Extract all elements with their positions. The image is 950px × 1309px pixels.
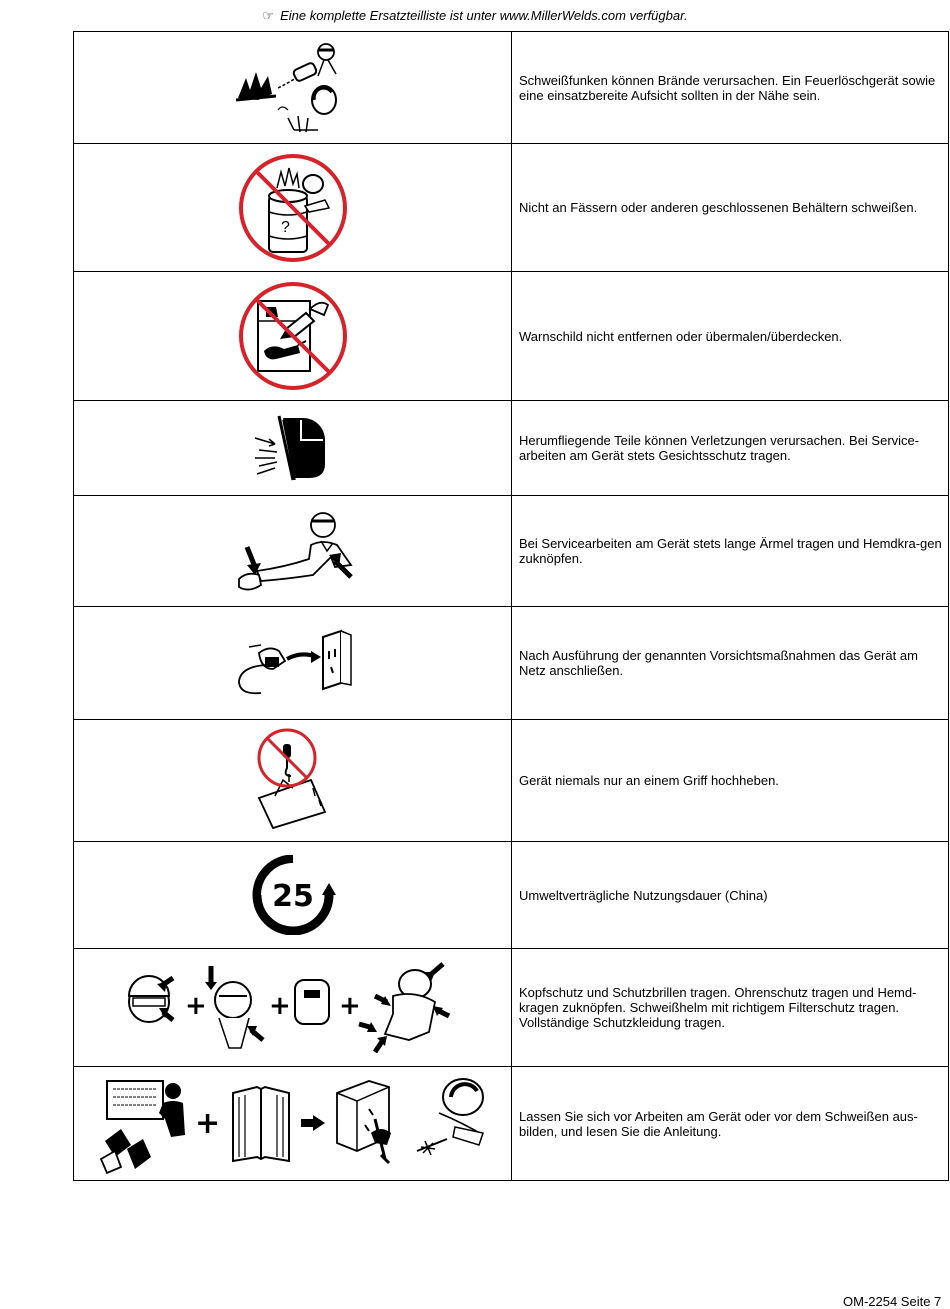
table-row: [74, 144, 949, 272]
svg-text:+: +: [338, 990, 361, 1021]
icon-cell: [74, 144, 512, 272]
icon-cell: [74, 607, 512, 720]
icon-cell: [74, 1067, 512, 1181]
row-text: Nicht an Fässern oder anderen geschlossenen Behältern schweißen.: [512, 144, 949, 272]
table-row: [74, 842, 949, 949]
table-row: [74, 949, 949, 1067]
row-text: Lassen Sie sich vor Arbeiten am Gerät oder vor dem Schweißen aus-bilden, und lesen Sie die Anleitung.: [512, 1067, 949, 1181]
row-text: Warnschild nicht entfernen oder übermalen/überdecken.: [512, 272, 949, 401]
icon-cell: [74, 496, 512, 607]
icon-cell: [74, 842, 512, 949]
period-label: 25: [271, 879, 314, 914]
row-text: Nach Ausführung der genannten Vorsichtsmaßnahmen das Gerät am Netz anschließen.: [512, 607, 949, 720]
icon-cell: [74, 401, 512, 496]
table-row: [74, 720, 949, 842]
table-row: [74, 32, 949, 144]
table-row: [74, 272, 949, 401]
page-header: [0, 8, 950, 24]
plug-in-icon: [231, 627, 355, 699]
row-text: Kopfschutz und Schutzbrillen tragen. Ohrenschutz tragen und Hemd-kragen zuknöpfen. Schweißhelm mit richtigem Filterschutz tragen. Vollständige Schutzkleidung tragen.: [512, 949, 949, 1067]
no-label-removal-icon: [236, 279, 350, 393]
svg-text:+: +: [268, 990, 291, 1021]
row-text: Umweltverträgliche Nutzungsdauer (China): [512, 842, 949, 949]
no-lift-by-handle-icon: [253, 728, 333, 834]
table-row: [74, 607, 949, 720]
header-text: Eine komplette Ersatzteilliste ist unter www.MillerWelds.com verfügbar.: [280, 8, 688, 23]
page-number: OM-2254 Seite 7: [843, 1294, 942, 1309]
protective-gear-icon: [123, 962, 463, 1054]
table-row: [74, 1067, 949, 1181]
icon-cell: [74, 949, 512, 1067]
icon-cell: [74, 32, 512, 144]
row-text: Herumfliegende Teile können Verletzungen verursachen. Bei Service-arbeiten am Gerät stets Gesichtsschutz tragen.: [512, 401, 949, 496]
no-drum-welding-icon: [237, 152, 349, 264]
training-manual-icon: [87, 1073, 499, 1175]
long-sleeves-icon: [227, 505, 359, 597]
icon-cell: [74, 272, 512, 401]
row-text: Schweißfunken können Brände verursachen. Ein Feuerlöschgerät sowie eine einsatzbereite Aufsicht sollten in der Nähe sein.: [512, 32, 949, 144]
svg-text:?: ?: [280, 218, 290, 236]
row-text: Gerät niemals nur an einem Griff hochheben.: [512, 720, 949, 842]
icon-cell: [74, 720, 512, 842]
svg-text:+: +: [194, 1105, 220, 1141]
fire-extinguisher-icon: [228, 38, 358, 138]
safety-symbols-table: [73, 31, 949, 1181]
row-text: Bei Servicearbeiten am Gerät stets lange Ärmel tragen und Hemdkra-gen zuknöpfen.: [512, 496, 949, 607]
environment-friendly-period-icon: [250, 855, 336, 935]
table-row: [74, 496, 949, 607]
face-shield-icon: [253, 414, 333, 482]
svg-text:+: +: [184, 990, 207, 1021]
table-row: [74, 401, 949, 496]
pointing-hand-icon: ☞: [262, 8, 275, 23]
